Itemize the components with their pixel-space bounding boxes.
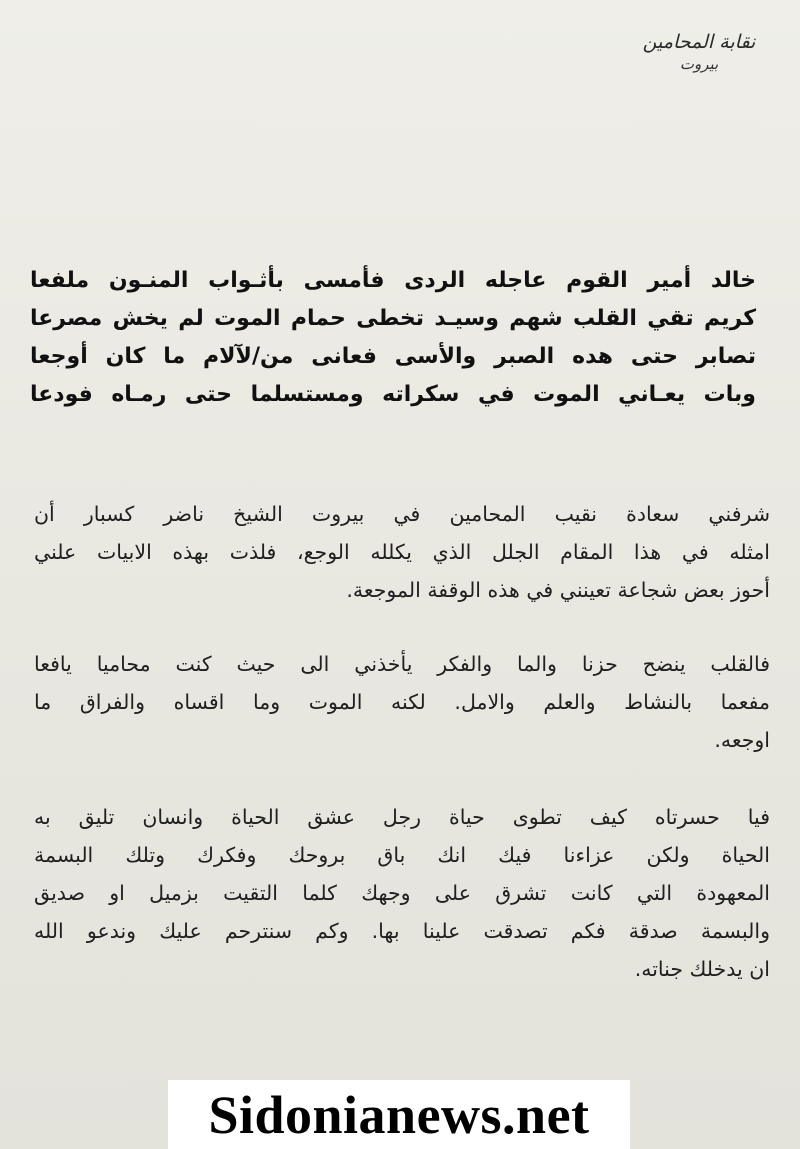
paragraph-farewell: [34, 798, 770, 988]
paragraph-line: فيا حسرتاه كيف تطوى حياة رجل عشق الحياة وانسان تليق به: [34, 805, 770, 829]
paragraph-line: مفعما بالنشاط والعلم والامل. لكنه الموت وما اقساه والفراق ما: [34, 690, 770, 714]
paragraph-line: المعهودة التي كانت تشرق على وجهك كلما التقيت بزميل او صديق: [34, 881, 770, 905]
paragraph-grief: [34, 645, 770, 759]
paragraph-line: ان يدخلك جناته.: [634, 957, 770, 981]
paragraph-line: شرفني سعادة نقيب المحامين في بيروت الشيخ ناضر كسبار أن: [34, 502, 770, 526]
letterhead-name: نقابة المحامين: [642, 31, 756, 53]
elegy-poem: [30, 262, 756, 414]
paragraph-line: امثله في هذا المقام الجلل الذي يكلله الوجع، فلذت بهذه الابيات علني: [34, 540, 770, 564]
paragraph-line: اوجعه.: [714, 728, 770, 752]
poem-line: كريم تقي القلب شهم وسيـد تخطى حمام الموت لم يخش مصرعا: [30, 306, 756, 331]
letterhead-city: بيروت: [679, 55, 719, 73]
watermark-text: Sidonianews.net: [208, 1084, 590, 1145]
paragraph-line: الحياة ولكن عزاءنا فيك انك باق بروحك وفكرك وتلك البسمة: [34, 843, 770, 867]
poem-line: خالد أمير القوم عاجله الردى فأمسى بأثـواب المنـون ملفعا: [30, 268, 756, 293]
letterhead-stamp: [614, 30, 784, 74]
poem-line: تصابر حتى هده الصبر والأسى فعانى من/لآلام ما كان أوجعا: [30, 344, 756, 369]
poem-line: وبات يعـاني الموت في سكراته ومستسلما حتى رمـاه فودعا: [30, 382, 756, 407]
paragraph-line: أحوز بعض شجاعة تعينني في هذه الوقفة الموجعة.: [346, 578, 770, 602]
paragraph-line: فالقلب ينضح حزنا والما والفكر يأخذني الى حيث كنت محاميا يافعا: [34, 652, 770, 676]
paragraph-line: والبسمة صدقة فكم تصدقت علينا بها. وكم سنترحم عليك وندعو الله: [34, 919, 770, 943]
paragraph-intro: [34, 495, 770, 609]
